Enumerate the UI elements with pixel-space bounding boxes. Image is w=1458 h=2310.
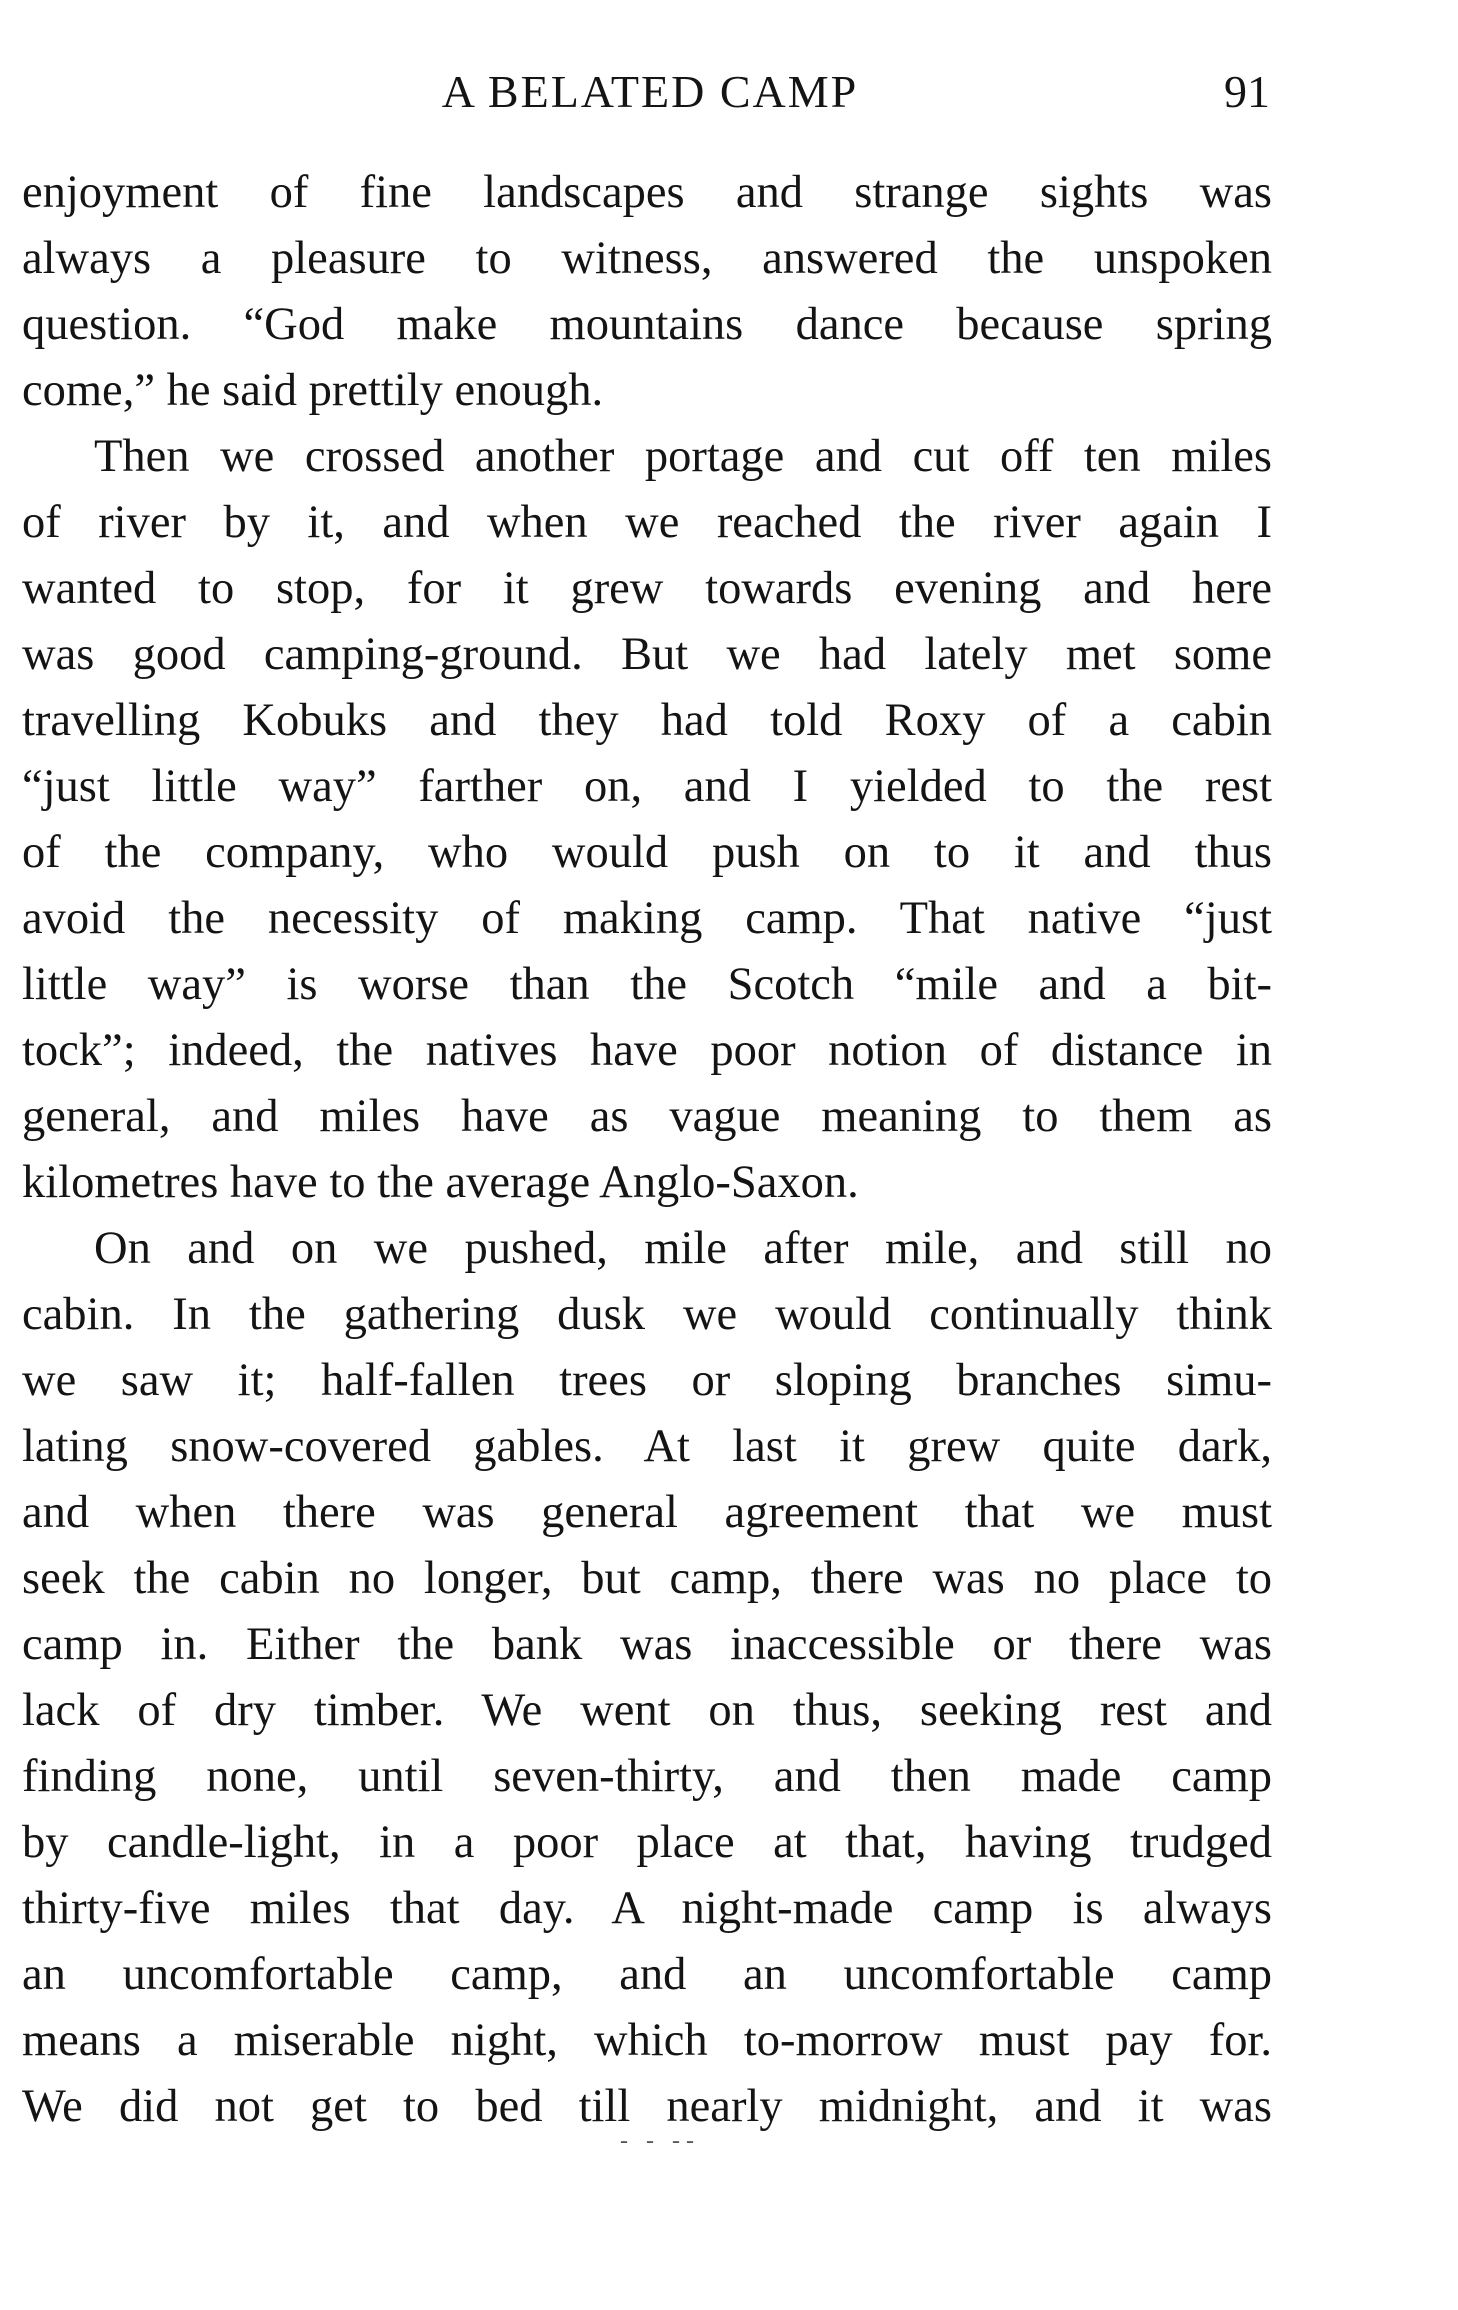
text-line: question. “God make mountains dance because spring (22, 299, 1272, 350)
page-number: 91 (1224, 66, 1270, 117)
text-line: little way” is worse than the Scotch “mile and a bit- (22, 959, 1272, 1010)
signature-marks: - - -- (620, 2128, 700, 2154)
running-title: A BELATED CAMP (441, 66, 859, 117)
text-line: general, and miles have as vague meaning to them as (22, 1091, 1272, 1142)
text-line: wanted to stop, for it grew towards evening and here (22, 563, 1272, 614)
text-line: On and on we pushed, mile after mile, and still no (94, 1223, 1272, 1274)
text-line: means a miserable night, which to-morrow must pay for. (22, 2015, 1272, 2066)
text-line: was good camping-ground. But we had lately met some (22, 629, 1272, 680)
text-line: avoid the necessity of making camp. That native “just (22, 893, 1272, 944)
text-line: always a pleasure to witness, answered the unspoken (22, 233, 1272, 284)
body-text (22, 160, 1272, 2140)
text-line: by candle-light, in a poor place at that, having trudged (22, 1817, 1272, 1868)
text-line: finding none, until seven-thirty, and then made camp (22, 1751, 1272, 1802)
text-line: of river by it, and when we reached the river again I (22, 497, 1272, 548)
running-head (0, 62, 1458, 122)
text-line: come,” he said prettily enough. (22, 365, 604, 416)
text-line: “just little way” farther on, and I yielded to the rest (22, 761, 1272, 812)
text-line: seek the cabin no longer, but camp, there was no place to (22, 1553, 1272, 1604)
text-line: enjoyment of fine landscapes and strange sights was (22, 167, 1272, 218)
text-line: travelling Kobuks and they had told Roxy of a cabin (22, 695, 1272, 746)
text-line: of the company, who would push on to it and thus (22, 827, 1272, 878)
text-line: We did not get to bed till nearly midnight, and it was (22, 2081, 1272, 2132)
text-line: cabin. In the gathering dusk we would continually think (22, 1289, 1272, 1340)
text-line: lating snow-covered gables. At last it grew quite dark, (22, 1421, 1272, 1472)
text-line: we saw it; half-fallen trees or sloping branches simu- (22, 1355, 1272, 1406)
text-line: camp in. Either the bank was inaccessible or there was (22, 1619, 1272, 1670)
text-line: tock”; indeed, the natives have poor notion of distance in (22, 1025, 1272, 1076)
text-line: thirty-five miles that day. A night-made camp is always (22, 1883, 1272, 1934)
text-line: lack of dry timber. We went on thus, seeking rest and (22, 1685, 1272, 1736)
text-line: Then we crossed another portage and cut off ten miles (94, 431, 1272, 482)
text-line: an uncomfortable camp, and an uncomfortable camp (22, 1949, 1272, 2000)
text-line: and when there was general agreement that we must (22, 1487, 1272, 1538)
text-line: kilometres have to the average Anglo-Saxon. (22, 1157, 859, 1208)
